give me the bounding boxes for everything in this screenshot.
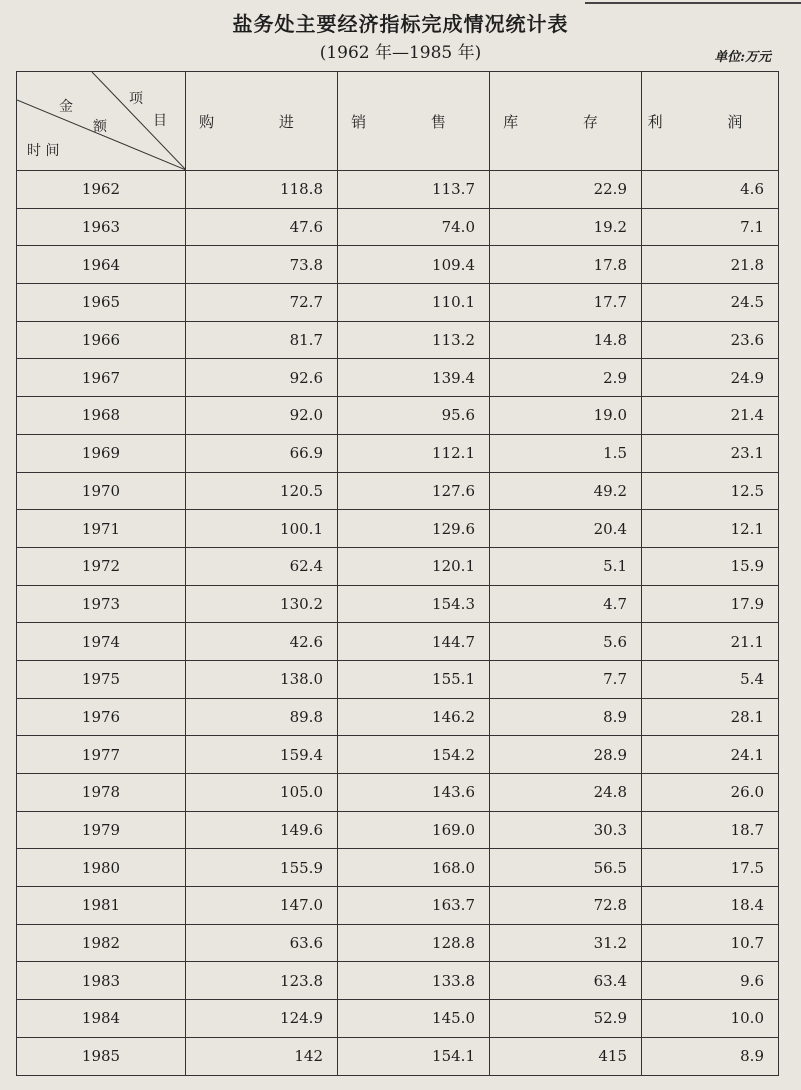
cell-sales: 168.0 [338, 849, 490, 887]
cell-stock: 30.3 [490, 811, 642, 849]
cell-profit: 9.6 [642, 962, 779, 1000]
cell-stock: 19.2 [490, 208, 642, 246]
cell-profit: 17.5 [642, 849, 779, 887]
cell-year: 1980 [17, 849, 186, 887]
cell-stock: 5.6 [490, 623, 642, 661]
cell-sales: 110.1 [338, 284, 490, 322]
cell-stock: 17.7 [490, 284, 642, 322]
cell-sales: 129.6 [338, 510, 490, 548]
cell-stock: 2.9 [490, 359, 642, 397]
cell-stock: 7.7 [490, 660, 642, 698]
table-row [17, 924, 779, 962]
cell-stock: 415 [490, 1037, 642, 1075]
cell-year: 1975 [17, 660, 186, 698]
cell-purchase: 47.6 [186, 208, 338, 246]
cell-sales: 113.7 [338, 171, 490, 209]
cell-sales: 112.1 [338, 434, 490, 472]
table-row [17, 434, 779, 472]
cell-year: 1972 [17, 547, 186, 585]
table-title: 盐务处主要经济指标完成情况统计表 [232, 12, 569, 36]
table-subtitle: (1962 年—1985 年) [319, 43, 482, 63]
cell-year: 1965 [17, 284, 186, 322]
diagonal-header-cell [17, 72, 186, 171]
cell-sales: 113.2 [338, 321, 490, 359]
cell-year: 1978 [17, 774, 186, 812]
cell-profit: 12.5 [642, 472, 779, 510]
cell-profit: 21.4 [642, 397, 779, 435]
table-row [17, 887, 779, 925]
table-row [17, 397, 779, 435]
header-row [17, 72, 779, 171]
cell-purchase: 73.8 [186, 246, 338, 284]
table-row [17, 736, 779, 774]
cell-profit: 18.4 [642, 887, 779, 925]
cell-stock: 63.4 [490, 962, 642, 1000]
cell-year: 1964 [17, 246, 186, 284]
cell-sales: 128.8 [338, 924, 490, 962]
table-row [17, 1000, 779, 1038]
table-row [17, 774, 779, 812]
table-row [17, 1037, 779, 1075]
cell-purchase: 100.1 [186, 510, 338, 548]
column-header-stock: 库 存 [490, 72, 642, 171]
cell-profit: 23.6 [642, 321, 779, 359]
cell-stock: 56.5 [490, 849, 642, 887]
column-header-sales: 销 售 [338, 72, 490, 171]
cell-year: 1981 [17, 887, 186, 925]
cell-purchase: 138.0 [186, 660, 338, 698]
cell-sales: 154.1 [338, 1037, 490, 1075]
cell-year: 1962 [17, 171, 186, 209]
cell-purchase: 124.9 [186, 1000, 338, 1038]
cell-profit: 21.1 [642, 623, 779, 661]
cell-year: 1973 [17, 585, 186, 623]
cell-profit: 21.8 [642, 246, 779, 284]
cell-sales: 133.8 [338, 962, 490, 1000]
cell-profit: 15.9 [642, 547, 779, 585]
cell-purchase: 149.6 [186, 811, 338, 849]
cell-year: 1971 [17, 510, 186, 548]
diag-label-time: 时 间 [27, 143, 60, 159]
cell-year: 1970 [17, 472, 186, 510]
table-row [17, 660, 779, 698]
cell-stock: 31.2 [490, 924, 642, 962]
diag-label-amount-b: 额 [93, 119, 107, 135]
table-row [17, 811, 779, 849]
cell-stock: 1.5 [490, 434, 642, 472]
cell-stock: 28.9 [490, 736, 642, 774]
cell-sales: 109.4 [338, 246, 490, 284]
cell-sales: 169.0 [338, 811, 490, 849]
table-row [17, 623, 779, 661]
table-row [17, 284, 779, 322]
cell-profit: 23.1 [642, 434, 779, 472]
cell-purchase: 63.6 [186, 924, 338, 962]
cell-year: 1966 [17, 321, 186, 359]
column-header-purchase: 购 进 [186, 72, 338, 171]
cell-year: 1983 [17, 962, 186, 1000]
cell-sales: 143.6 [338, 774, 490, 812]
cell-purchase: 130.2 [186, 585, 338, 623]
cell-stock: 52.9 [490, 1000, 642, 1038]
statistics-table [16, 71, 779, 1076]
cell-profit: 24.5 [642, 284, 779, 322]
cell-stock: 19.0 [490, 397, 642, 435]
cell-profit: 18.7 [642, 811, 779, 849]
cell-stock: 17.8 [490, 246, 642, 284]
table-row [17, 246, 779, 284]
cell-stock: 49.2 [490, 472, 642, 510]
table-row [17, 510, 779, 548]
cell-purchase: 92.6 [186, 359, 338, 397]
table-row [17, 849, 779, 887]
cell-sales: 139.4 [338, 359, 490, 397]
cell-purchase: 92.0 [186, 397, 338, 435]
cell-purchase: 118.8 [186, 171, 338, 209]
cell-year: 1982 [17, 924, 186, 962]
cell-sales: 154.2 [338, 736, 490, 774]
cell-stock: 24.8 [490, 774, 642, 812]
cell-sales: 95.6 [338, 397, 490, 435]
cell-sales: 127.6 [338, 472, 490, 510]
cell-year: 1979 [17, 811, 186, 849]
column-header-profit: 利 润 [642, 72, 779, 171]
table-row [17, 547, 779, 585]
table-row [17, 359, 779, 397]
cell-purchase: 155.9 [186, 849, 338, 887]
table-row [17, 585, 779, 623]
cell-purchase: 147.0 [186, 887, 338, 925]
table-row [17, 321, 779, 359]
cell-sales: 154.3 [338, 585, 490, 623]
cell-purchase: 142 [186, 1037, 338, 1075]
cell-purchase: 72.7 [186, 284, 338, 322]
cell-year: 1967 [17, 359, 186, 397]
cell-year: 1985 [17, 1037, 186, 1075]
cell-profit: 5.4 [642, 660, 779, 698]
table-row [17, 208, 779, 246]
cell-sales: 74.0 [338, 208, 490, 246]
cell-year: 1969 [17, 434, 186, 472]
cell-profit: 26.0 [642, 774, 779, 812]
cell-purchase: 159.4 [186, 736, 338, 774]
cell-profit: 28.1 [642, 698, 779, 736]
cell-year: 1968 [17, 397, 186, 435]
cell-purchase: 62.4 [186, 547, 338, 585]
table-row [17, 171, 779, 209]
cell-year: 1974 [17, 623, 186, 661]
cell-sales: 120.1 [338, 547, 490, 585]
table-row [17, 472, 779, 510]
cell-purchase: 81.7 [186, 321, 338, 359]
top-rule [585, 2, 801, 4]
diag-label-item-a: 项 [129, 91, 143, 107]
cell-year: 1963 [17, 208, 186, 246]
cell-stock: 5.1 [490, 547, 642, 585]
cell-profit: 17.9 [642, 585, 779, 623]
cell-sales: 144.7 [338, 623, 490, 661]
cell-sales: 155.1 [338, 660, 490, 698]
cell-purchase: 105.0 [186, 774, 338, 812]
cell-profit: 12.1 [642, 510, 779, 548]
cell-profit: 24.9 [642, 359, 779, 397]
unit-label: 单位:万元 [714, 50, 771, 65]
cell-purchase: 66.9 [186, 434, 338, 472]
cell-year: 1976 [17, 698, 186, 736]
cell-purchase: 123.8 [186, 962, 338, 1000]
diag-label-amount-a: 金 [59, 99, 73, 115]
cell-sales: 146.2 [338, 698, 490, 736]
diag-label-item-b: 目 [153, 113, 167, 129]
cell-stock: 8.9 [490, 698, 642, 736]
cell-purchase: 89.8 [186, 698, 338, 736]
cell-stock: 72.8 [490, 887, 642, 925]
table-body [17, 171, 779, 1076]
cell-stock: 22.9 [490, 171, 642, 209]
cell-stock: 20.4 [490, 510, 642, 548]
cell-profit: 10.0 [642, 1000, 779, 1038]
cell-sales: 145.0 [338, 1000, 490, 1038]
cell-profit: 24.1 [642, 736, 779, 774]
cell-profit: 8.9 [642, 1037, 779, 1075]
cell-stock: 14.8 [490, 321, 642, 359]
cell-profit: 7.1 [642, 208, 779, 246]
cell-profit: 10.7 [642, 924, 779, 962]
cell-year: 1977 [17, 736, 186, 774]
cell-profit: 4.6 [642, 171, 779, 209]
cell-purchase: 42.6 [186, 623, 338, 661]
cell-stock: 4.7 [490, 585, 642, 623]
cell-year: 1984 [17, 1000, 186, 1038]
table-row [17, 698, 779, 736]
cell-purchase: 120.5 [186, 472, 338, 510]
cell-sales: 163.7 [338, 887, 490, 925]
table-row [17, 962, 779, 1000]
